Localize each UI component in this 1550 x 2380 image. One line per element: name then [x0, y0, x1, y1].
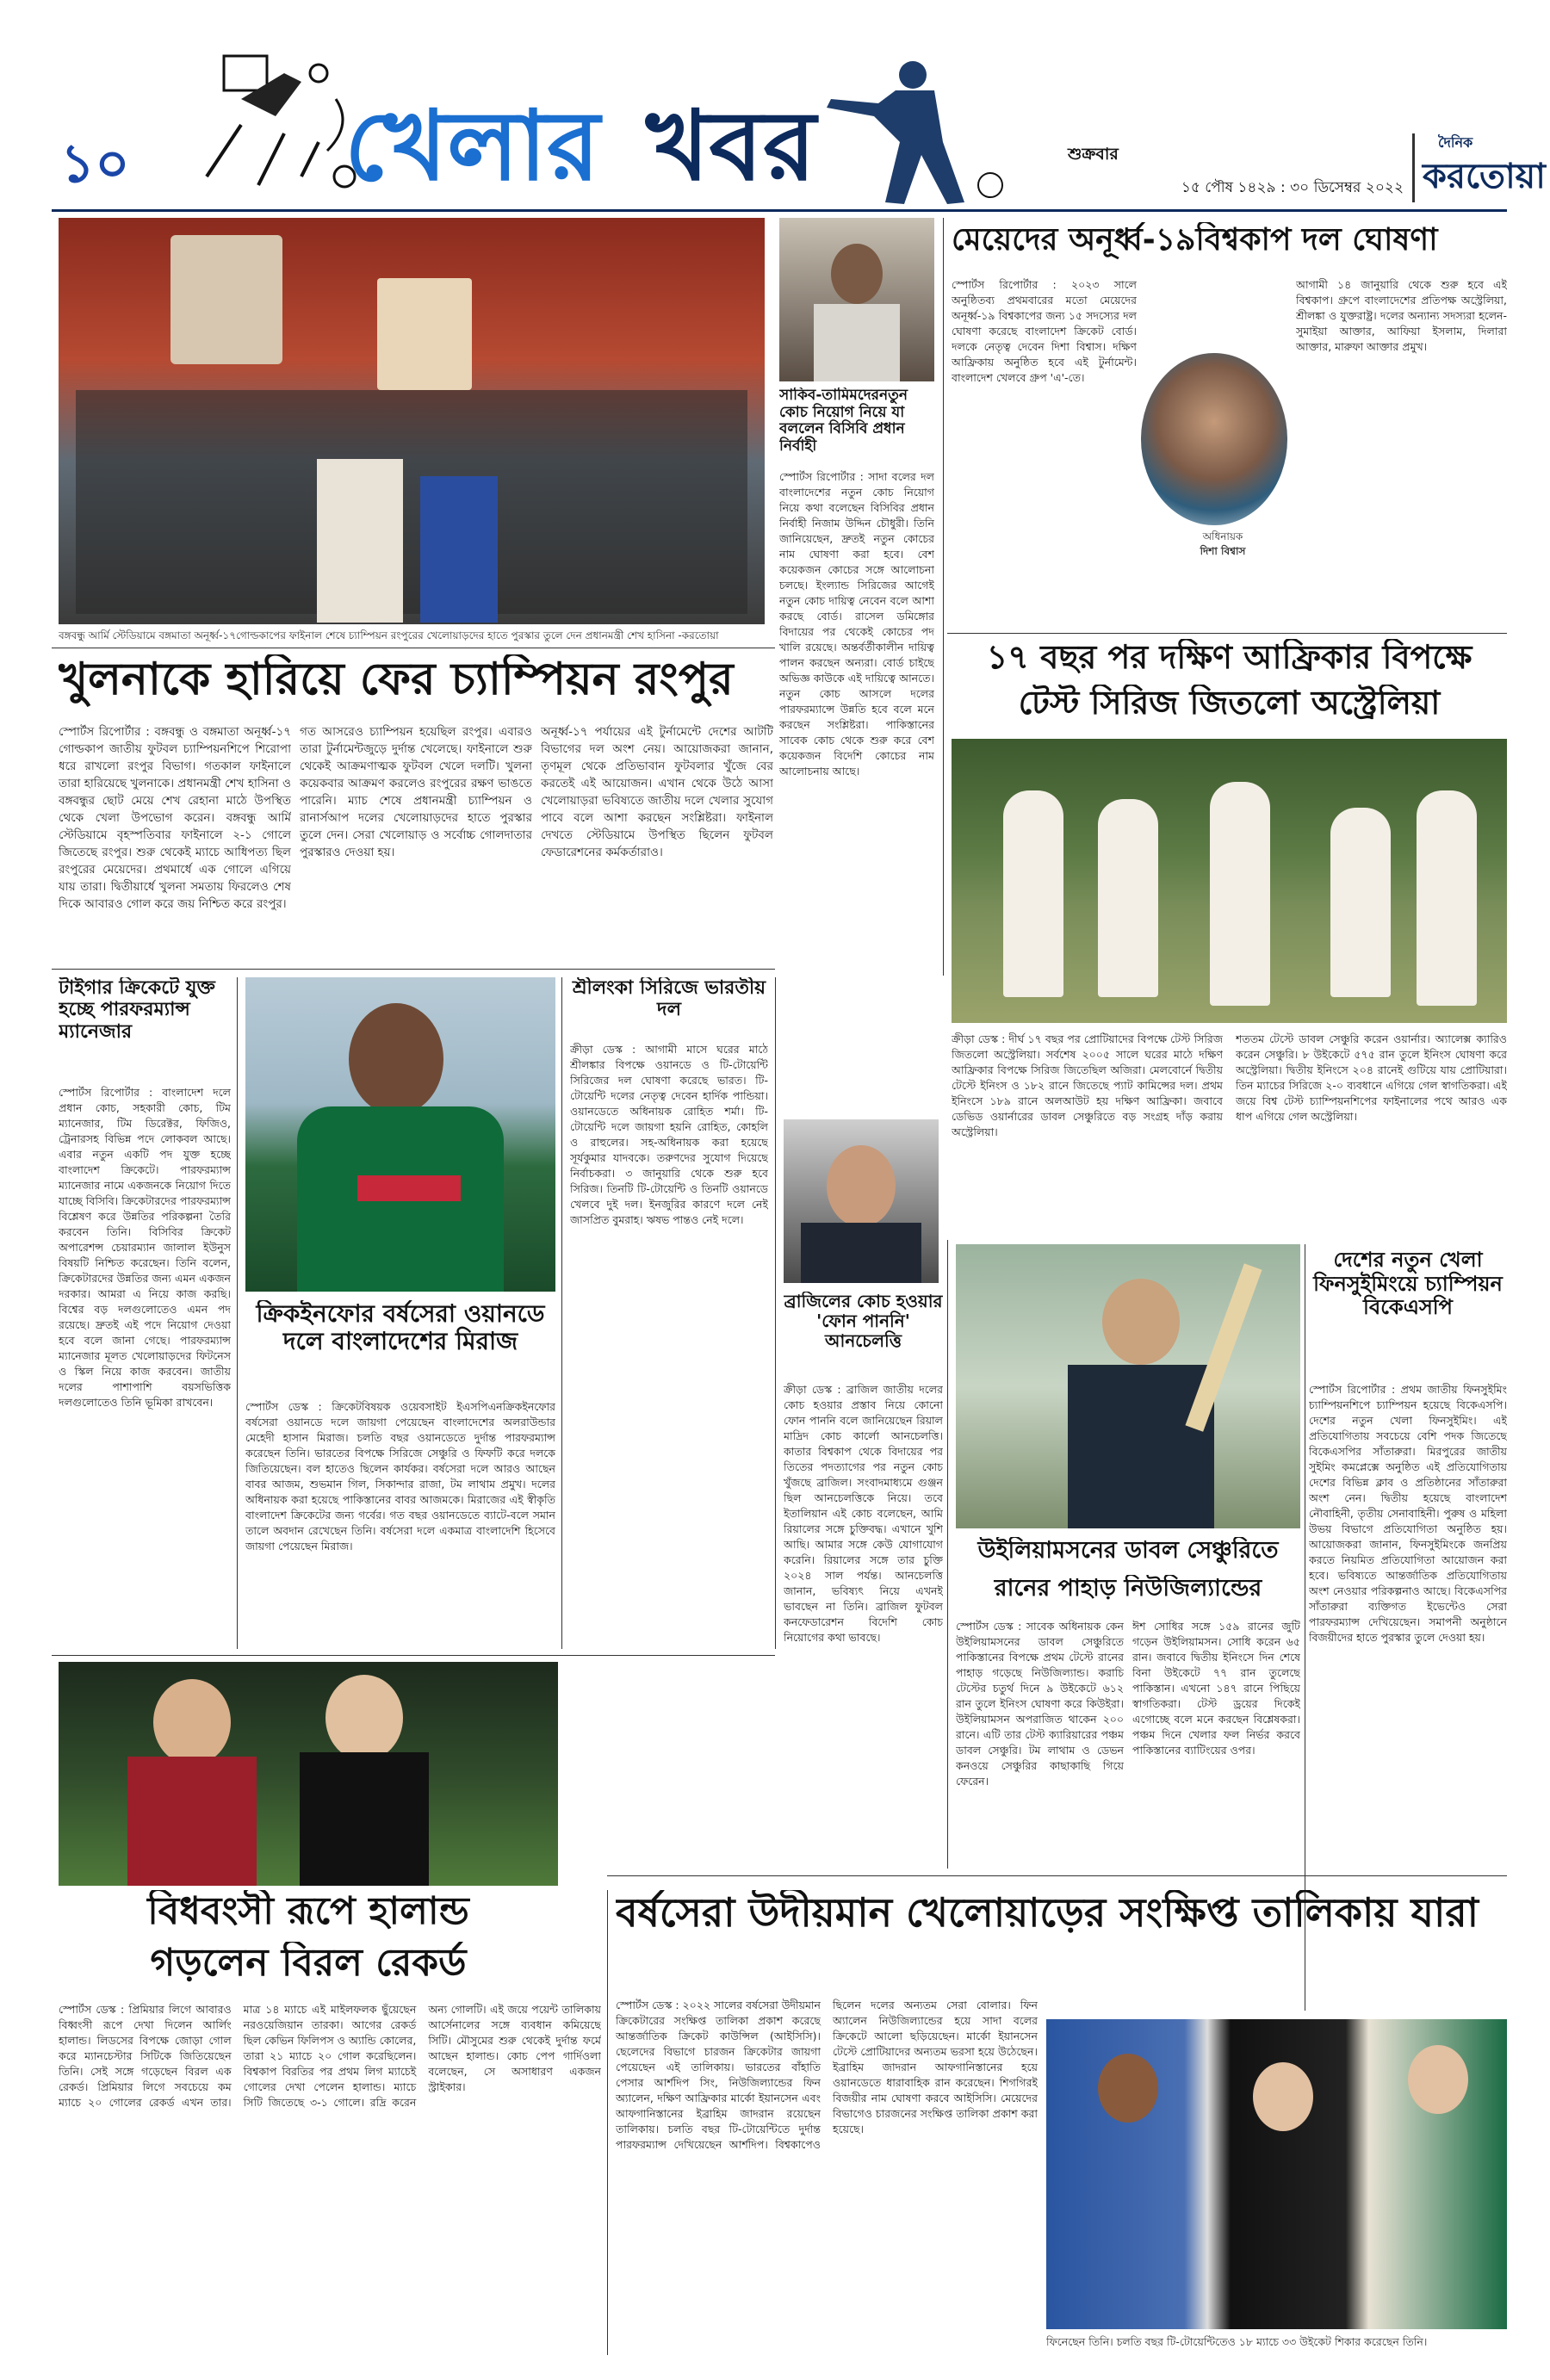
brazil-headline: ব্রাজিলের কোচ হওয়ার 'ফোন পাননি' আনচেলত্তি [784, 1292, 943, 1351]
brazil-photo [784, 1119, 939, 1283]
mehidy-headline: ক্রিকইনফোর বর্ষসেরা ওয়ানডে দলে বাংলাদেশের মিরাজ [256, 1300, 545, 1356]
footballer-silhouette-icon [792, 56, 1008, 207]
aus-headline-a: ১৭ বছর পর দক্ষিণ আফ্রিকার বিপক্ষে [986, 639, 1472, 676]
aus-col1: ক্রীড়া ডেস্ক : দীর্ঘ ১৭ বছর পর প্রোটিয়াদের বিপক্ষে টেস্ট সিরিজ জিতলো অস্ট্রেলিয়া। সর্বশেষ ২০০৫ সালে ঘরের মাঠে দক্ষিণ আফ্রিকার বিপক্ষে সিরিজ জিতেছিল অজিরা। মেলবোর্নে দ্বিতীয় টেস্টে ইনিংস ও ১৮২ রানে জিতেছে প্যাট কামিন্সের দল। প্রথম ইনিংসে ১৮৯ রানে অলআউট হয় দক্ষিণ আফ্রিকা। জবাবে ডেভিড ওয়ার্নারের ডাবল সেঞ্চুরিতে বড় সংগ্রহ দাঁড় করায় অস্ট্রেলিয়া। [952, 1032, 1223, 1138]
williamson-col1: স্পোর্টস ডেস্ক : সাবেক অধিনায়ক কেন উইলিয়ামসনের ডাবল সেঞ্চুরিতে পাকিস্তানের বিপক্ষে প্রথম টেস্টে রানের পাহাড় গড়েছে নিউজিল্যান্ড। করাচি টেস্টের চতুর্থ দিনে ৯ উইকেটে ৬১২ রান তুলে ইনিংস ঘোষণা করে কিউইরা। উইলিয়ামসন অপরাজিত থাকেন ২০০ রানে। এটি তার টেস্ট ক্যারিয়ারের পঞ্চম ডাবল সেঞ্চুরি। টম লাথাম ও ডেভন কনওয়ে সেঞ্চুরির কাছাকাছি গিয়ে ফেরেন। [956, 1620, 1124, 1788]
aus-headline-b: টেস্ট সিরিজ জিতলো অস্ট্রেলিয়া [1018, 685, 1441, 722]
publish-date: ১৫ পৌষ ১৪২৯ : ৩০ ডিসেম্বর ২০২২ [1181, 179, 1404, 196]
williamson-photo [956, 1244, 1300, 1528]
rangpur-col3: অনূর্ধ্ব-১৭ পর্যায়ের এই টুর্নামেন্টে দেশের আটটি বিভাগের দল অংশ নেয়। আয়োজকরা জানান, তৃণমূল থেকে প্রতিভাবান ফুটবলার খুঁজে বের করতেই এই আয়োজন। এখান থেকে উঠে আসা খেলোয়াড়রা ভবিষ্যতে জাতীয় দলে খেলার সুযোগ পাবে বলে আশা করছেন সংশ্লিষ্টরা। ফাইনাল দেখতে স্টেডিয়ামে উপস্থিত ছিলেন ফুটবল ফেডারেশনের কর্মকর্তারাও। [541, 725, 773, 859]
masthead [52, 47, 1546, 211]
u19-photo [1141, 353, 1287, 525]
newgame-body: স্পোর্টস রিপোর্টার : প্রথম জাতীয় ফিনসুইমিং চ্যাম্পিয়নশিপে চ্যাম্পিয়ন হয়েছে বিকেএসপি। দেশের নতুন খেলা ফিনসুইমিং। এই প্রতিযোগিতায় সবচেয়ে বেশি পদক জিতেছে বিকেএসপির সাঁতারুরা। মিরপুরের জাতীয় সুইমিং কমপ্লেক্সে অনুষ্ঠিত এই প্রতিযোগিতায় দেশের বিভিন্ন ক্লাব ও প্রতিষ্ঠানের সাঁতারুরা অংশ নেন। দ্বিতীয় হয়েছে বাংলাদেশ নৌবাহিনী, তৃতীয় সেনাবাহিনী। পুরুষ ও মহিলা উভয় বিভাগে প্রতিযোগিতা অনুষ্ঠিত হয়। আয়োজকরা জানান, ফিনসুইমিংকে জনপ্রিয় করতে নিয়মিত প্রতিযোগিতা আয়োজন করা হবে। ভবিষ্যতে আন্তর্জাতিক প্রতিযোগিতায় অংশ নেওয়ার পরিকল্পনাও আছে। বিকেএসপির সাঁতারুরা ব্যক্তিগত ইভেন্টেও সেরা পারফরম্যান্স দেখিয়েছেন। সমাপনী অনুষ্ঠানে বিজয়ীদের হাতে পুরস্কার তুলে দেওয়া হয়। [1309, 1383, 1507, 1644]
tiger-headline: টাইগার ক্রিকেটে যুক্ত হচ্ছে পারফরম্যান্স ম্যানেজার [59, 977, 215, 1043]
tiger-body: স্পোর্টস রিপোর্টার : বাংলাদেশ দলে প্রধান কোচ, সহকারী কোচ, টিম ম্যানেজার, টিম ডিরেক্টর, ফিজিও, ট্রেনারসহ বিভিন্ন পদে লোকবল আছে। এবার নতুন একটি পদ যুক্ত হচ্ছে বাংলাদেশ ক্রিকেটে। পারফরম্যান্স ম্যানেজার নামে একজনকে নিয়োগ দিতে যাচ্ছে বিসিবি। ক্রিকেটারদের পারফরম্যান্স বিশ্লেষণ করে উন্নতির পরিকল্পনা তৈরি করবেন তিনি। বিসিবির ক্রিকেট অপারেশন্স চেয়ারম্যান জালাল ইউনুস বিষয়টি নিশ্চিত করেছেন। তিনি বলেন, ক্রিকেটারদের উন্নতির জন্য এমন একজন দরকার। আমরা এ নিয়ে কাজ করছি। বিশ্বের বড় দলগুলোতেও এমন পদ রয়েছে। দ্রুতই এই পদে নিয়োগ দেওয়া হবে বলে জানা গেছে। পারফরম্যান্স ম্যানেজার মূলত খেলোয়াড়দের ফিটনেস ও স্কিল নিয়ে কাজ করবেন। জাতীয় দলের পাশাপাশি বয়সভিত্তিক দলগুলোতেও তিনি ভূমিকা রাখবেন। [59, 1086, 231, 1409]
emerging-photo [1046, 2019, 1507, 2329]
emerging-body: স্পোর্টস ডেস্ক : ২০২২ সালের বর্ষসেরা উদীয়মান ক্রিকেটারের সংক্ষিপ্ত তালিকা প্রকাশ করেছে আন্তর্জাতিক ক্রিকেট কাউন্সিল (আইসিসি)। ছেলেদের বিভাগে চারজন ক্রিকেটার জায়গা পেয়েছেন এই তালিকায়। ভারতের বাঁহাতি পেসার আর্শদিপ সিং, নিউজিল্যান্ডের ফিন অ্যালেন, দক্ষিণ আফ্রিকার মার্কো ইয়ানসেন এবং আফগানিস্তানের ইব্রাহিম জাদরান রয়েছেন তালিকায়। চলতি বছর টি-টোয়েন্টিতে দুর্দান্ত পারফরম্যান্স দেখিয়েছেন আর্শদিপ। বিশ্বকাপেও ছিলেন দলের অন্যতম সেরা বোলার। ফিন অ্যালেন নিউজিল্যান্ডের হয়ে সাদা বলের ক্রিকেটে আলো ছড়িয়েছেন। মার্কো ইয়ানসেন টেস্টে প্রোটিয়াদের অন্যতম ভরসা হয়ে উঠেছেন। ইব্রাহিম জাদরান আফগানিস্তানের হয়ে ওয়ানডেতে ধারাবাহিক রান করেছেন। শিগগিরই বিজয়ীর নাম ঘোষণা করবে আইসিসি। মেয়েদের বিভাগেও চারজনের সংক্ষিপ্ত তালিকা প্রকাশ করা হয়েছে। [616, 1999, 1038, 2151]
u19-photo-caption-a: অধিনায়ক [1202, 530, 1243, 542]
haaland-photo [59, 1662, 558, 1886]
u19-col1: স্পোর্টস রিপোর্টার : ২০২৩ সালে অনুষ্ঠিতব্য প্রথমবারের মতো মেয়েদের অনূর্ধ্ব-১৯ বিশ্বকাপের জন্য ১৫ সদস্যের দল ঘোষণা করেছে বাংলাদেশ ক্রিকেট বোর্ড। দলকে নেতৃত্ব দেবেন দিশা বিশ্বাস। দক্ষিণ আফ্রিকায় অনুষ্ঠিত হবে এই টুর্নামেন্ট। বাংলাদেশ খেলবে গ্রুপ 'এ'-তে। [952, 278, 1137, 384]
williamson-headline-a: উইলিয়ামসনের ডাবল সেঞ্চুরিতে [977, 1537, 1279, 1564]
coach-headline: সাকিব-তামিমদেরনতুন কোচ নিয়োগ নিয়ে যা বললেন বিসিবি প্রধান নির্বাহী [779, 387, 908, 455]
paper-name-small: দৈনিক [1438, 134, 1473, 151]
aus-col2: শততম টেস্টে ডাবল সেঞ্চুরি করেন ওয়ার্নার। অ্যালেক্স ক্যারিও করেন সেঞ্চুরি। ৮ উইকেটে ৫৭৫ রান তুলে ইনিংস ঘোষণা করে অস্ট্রেলিয়া। দ্বিতীয় ইনিংসে ২০৪ রানেই গুটিয়ে যায় প্রোটিয়ারা। তিন ম্যাচের সিরিজে ২-০ ব্যবধানে এগিয়ে গেল স্বাগতিকরা। এই জয়ে বিশ্ব টেস্ট চ্যাম্পিয়নশিপের ফাইনালের পথে আরও এক ধাপ এগিয়ে গেল অস্ট্রেলিয়া। [1236, 1032, 1507, 1123]
aus-photo [952, 739, 1507, 1023]
lead-photo [59, 218, 765, 624]
rangpur-col1: স্পোর্টস রিপোর্টার : বঙ্গবন্ধু ও বঙ্গমাতা অনূর্ধ্ব-১৭ গোল্ডকাপ জাতীয় ফুটবল চ্যাম্পিয়নশিপে শিরোপা ধরে রাখলো রংপুর বিভাগ। গতকাল ফাইনালে তারা হারিয়েছে খুলনাকে। প্রধানমন্ত্রী শেখ হাসিনা ও বঙ্গবন্ধুর ছোট মেয়ে শেখ রেহানা মাঠে উপস্থিত থেকে খেলা উপভোগ করেন। বঙ্গবন্ধু আর্মি স্টেডিয়ামে বৃহস্পতিবার ফাইনালে ২-১ গোলে জিতেছে রংপুর। শুরু থেকেই ম্যাচে আধিপত্য ছিল রংপুরের মেয়েদের। প্রথমার্ধে এক গোলে এগিয়ে যায় তারা। দ্বিতীয়ার্ধে খুলনা সমতায় ফিরলেও শেষ দিকে আবারও গোল করে জয় নিশ্চিত করে রংপুর। [59, 725, 291, 911]
lead-photo-caption: বঙ্গবন্ধু আর্মি স্টেডিয়ামে বঙ্গমাতা অনূর্ধ্ব-১৭গোল্ডকাপের ফাইনাল শেষে চ্যাম্পিয়ন রংপুরের খেলোয়াড়দের হাতে পুরস্কার তুলে দেন প্রধানমন্ত্রী শেখ হাসিনা -করতোয়া [59, 629, 719, 641]
publish-day: শুক্রবার [1068, 145, 1119, 164]
srilanka-headline: শ্রীলংকা সিরিজে ভারতীয় দল [572, 977, 766, 1021]
williamson-col2: ঈশ সোধির সঙ্গে ১৫৯ রানের জুটি গড়েন উইলিয়ামসন। সোধি করেন ৬৫ রান। জবাবে দ্বিতীয় ইনিংসে দিন শেষে বিনা উইকেটে ৭৭ রান তুলেছে পাকিস্তান। এখনো ১৪৭ রানে পিছিয়ে স্বাগতিকরা। টেস্ট ড্রয়ের দিকেই এগোচ্ছে বলে মনে করছেন বিশ্লেষকরা। পঞ্চম দিনে খেলার ফল নির্ভর করবে পাকিস্তানের ব্যাটিংয়ের ওপর। [1132, 1620, 1300, 1757]
rangpur-col2: গত আসরেও চ্যাম্পিয়ন হয়েছিল রংপুর। এবারও তারা টুর্নামেন্টজুড়ে দুর্দান্ত খেলেছে। ফাইনালে শুরু থেকেই আক্রমণাত্মক ফুটবল খেলে দলটি। খুলনা কয়েকবার আক্রমণ করলেও রংপুরের রক্ষণ ভাঙতে পারেনি। ম্যাচ শেষে প্রধানমন্ত্রী চ্যাম্পিয়ন ও রানার্সআপ দলের খেলোয়াড়দের হাতে পুরস্কার তুলে দেন। সেরা খেলোয়াড় ও সর্বোচ্চ গোলদাতার পুরস্কারও দেওয়া হয়। [300, 725, 532, 859]
emerging-headline: বর্ষসেরা উদীয়মান খেলোয়াড়ের সংক্ষিপ্ত তালিকায় যারা [616, 1890, 1479, 1936]
u19-photo-caption-b: দিশা বিশ্বাস [1200, 545, 1246, 557]
coach-photo [779, 218, 934, 381]
haaland-headline-a: বিধবংসী রূপে হালান্ড [147, 1890, 469, 1933]
section-title-khelar: খেলার [344, 90, 600, 202]
u19-col2: আগামী ১৪ জানুয়ারি থেকে শুরু হবে এই বিশ্বকাপ। গ্রুপে বাংলাদেশের প্রতিপক্ষ অস্ট্রেলিয়া, শ্রীলঙ্কা ও যুক্তরাষ্ট্র। দলের অন্যান্য সদস্যরা হলেন- সুমাইয়া আক্তার, আফিয়া ইসলাম, দিলারা আক্তার, মারুফা আক্তার প্রমুখ। [1296, 278, 1507, 353]
mehidy-photo [245, 977, 555, 1292]
srilanka-body: ক্রীড়া ডেস্ক : আগামী মাসে ঘরের মাঠে শ্রীলঙ্কার বিপক্ষে ওয়ানডে ও টি-টোয়েন্টি সিরিজের দল ঘোষণা করেছে ভারত। টি-টোয়েন্টি দলের নেতৃত্ব দেবেন হার্দিক পান্ডিয়া। ওয়ানডেতে অধিনায়ক রোহিত শর্মা। টি-টোয়েন্টি দলে জায়গা হয়নি রোহিত, কোহলি ও রাহুলের। সহ-অধিনায়ক করা হয়েছে সূর্যকুমার যাদবকে। তরুণদের সুযোগ দিয়েছে নির্বাচকরা। ৩ জানুয়ারি থেকে শুরু হবে সিরিজ। তিনটি টি-টোয়েন্টি ও তিনটি ওয়ানডে খেলবে দুই দল। ইনজুরির কারণে দলে নেই জাসপ্রিত বুমরাহ। ঋষভ পান্তও নেই দলে। [570, 1043, 768, 1226]
u19-headline: মেয়েদের অনূর্ধ্ব-১৯বিশ্বকাপ দল ঘোষণা [952, 222, 1438, 257]
brazil-body: ক্রীড়া ডেস্ক : ব্রাজিল জাতীয় দলের কোচ হওয়ার প্রস্তাব নিয়ে কোনো ফোন পাননি বলে জানিয়েছেন রিয়াল মাদ্রিদ কোচ কার্লো আনচেলত্তি। কাতার বিশ্বকাপ থেকে বিদায়ের পর তিতের পদত্যাগের পর নতুন কোচ খুঁজছে ব্রাজিল। সংবাদমাধ্যমে গুঞ্জন ছিল আনচেলত্তিকে নিয়ে। তবে ইতালিয়ান এই কোচ বলেছেন, আমি রিয়ালের সঙ্গে চুক্তিবদ্ধ। এখানে খুশি আছি। আমার সঙ্গে কেউ যোগাযোগ করেনি। রিয়ালের সঙ্গে তার চুক্তি ২০২৪ সাল পর্যন্ত। আনচেলত্তি জানান, ভবিষ্যৎ নিয়ে এখনই ভাবছেন না তিনি। ব্রাজিল ফুটবল কনফেডারেশন বিদেশি কোচ নিয়োগের কথা ভাবছে। [784, 1383, 943, 1644]
mehidy-body: স্পোর্টস ডেস্ক : ক্রিকেটবিষয়ক ওয়েবসাইট ইএসপিএনক্রিকইনফোর বর্ষসেরা ওয়ানডে দলে জায়গা পেয়েছেন বাংলাদেশের অলরাউন্ডার মেহেদী হাসান মিরাজ। চলতি বছর ওয়ানডেতে দুর্দান্ত পারফরম্যান্স করেছেন তিনি। ভারতের বিপক্ষে সিরিজে সেঞ্চুরি ও ফিফটি করে দলকে জিতিয়েছেন। বল হাতেও ছিলেন কার্যকর। বর্ষসেরা দলে আরও আছেন বাবর আজম, শুভমান গিল, সিকান্দার রাজা, টম লাথাম প্রমুখ। দলের অধিনায়ক করা হয়েছে পাকিস্তানের বাবর আজমকে। মিরাজের এই স্বীকৃতি বাংলাদেশ ক্রিকেটের জন্য গর্বের। গত বছর ওয়ানডেতে ব্যাটে-বলে সমান তালে অবদান রেখেছেন তিনি। বর্ষসেরা দলে একমাত্র বাংলাদেশি হিসেবে জায়গা পেয়েছেন মিরাজ। [245, 1400, 555, 1553]
page-number: ১০ [60, 132, 130, 195]
haaland-body: স্পোর্টস ডেস্ক : প্রিমিয়ার লিগে আবারও বিধ্বংসী রূপে দেখা দিলেন আর্লিং হালান্ড। লিডসের বিপক্ষে জোড়া গোল করে ম্যানচেস্টার সিটিকে জিতিয়েছেন তিনি। সেই সঙ্গে গড়েছেন বিরল এক রেকর্ড। প্রিমিয়ার লিগে সবচেয়ে কম ম্যাচে ২০ গোলের রেকর্ড এখন তার। মাত্র ১৪ ম্যাচে এই মাইলফলক ছুঁয়েছেন নরওয়েজিয়ান তারকা। আগের রেকর্ড ছিল কেভিন ফিলিপস ও অ্যান্ডি কোলের, তারা ২১ ম্যাচে ২০ গোল করেছিলেন। বিশ্বকাপ বিরতির পর প্রথম লিগ ম্যাচেই গোলের দেখা পেলেন হালান্ড। ম্যাচে সিটি জিতেছে ৩-১ গোলে। রদ্রি করেন অন্য গোলটি। এই জয়ে পয়েন্ট তালিকায় আর্সেনালের সঙ্গে ব্যবধান কমিয়েছে সিটি। মৌসুমের শুরু থেকেই দুর্দান্ত ফর্মে আছেন হালান্ড। কোচ পেপ গার্দিওলা বলেছেন, সে অসাধারণ একজন স্ট্রাইকার। [59, 2003, 601, 2109]
emerging-tail: ফিনেছেন তিনি। চলতি বছর টি-টোয়েন্টিতেও ১৮ ম্যাচে ৩৩ উইকেট শিকার করেছেন তিনি। [1046, 2335, 1428, 2348]
haaland-headline-b: গড়লেন বিরল রেকর্ড [150, 1942, 467, 1985]
rangpur-headline: খুলনাকে হারিয়ে ফের চ্যাম্পিয়ন রংপুর [59, 654, 734, 705]
coach-body: স্পোর্টস রিপোর্টার : সাদা বলের দল বাংলাদেশের নতুন কোচ নিয়োগ নিয়ে কথা বলেছেন বিসিবির প্রধান নির্বাহী নিজাম উদ্দিন চৌধুরী। তিনি জানিয়েছেন, দ্রুতই নতুন কোচের নাম ঘোষণা করা হবে। বেশ কয়েকজন কোচের সঙ্গে আলোচনা চলছে। ইংল্যান্ড সিরিজের আগেই নতুন কোচ দায়িত্ব নেবেন বলে আশা করছে বোর্ড। রাসেল ডমিঙ্গোর বিদায়ের পর থেকেই কোচের পদ খালি রয়েছে। অন্তর্বর্তীকালীন দায়িত্ব পালন করছেন অন্যরা। বোর্ড চাইছে অভিজ্ঞ কাউকে এই দায়িত্বে আনতে। নতুন কোচ আসলে দলের পারফরম্যান্সে উন্নতি হবে বলে মনে করছেন সংশ্লিষ্টরা। পাকিস্তানের সাবেক কোচ থেকে শুরু করে বেশ কয়েকজন বিদেশি কোচের নাম আলোচনায় আছে। [779, 470, 934, 778]
newgame-headline: দেশের নতুন খেলা ফিনসুইমিংয়ে চ্যাম্পিয়ন বিকেএসপি [1313, 1249, 1503, 1320]
section-title-khobor: খবর [646, 90, 816, 202]
williamson-headline-b: রানের পাহাড় নিউজিল্যান্ডের [994, 1575, 1262, 1602]
paper-name: করতোয়া [1423, 157, 1546, 196]
